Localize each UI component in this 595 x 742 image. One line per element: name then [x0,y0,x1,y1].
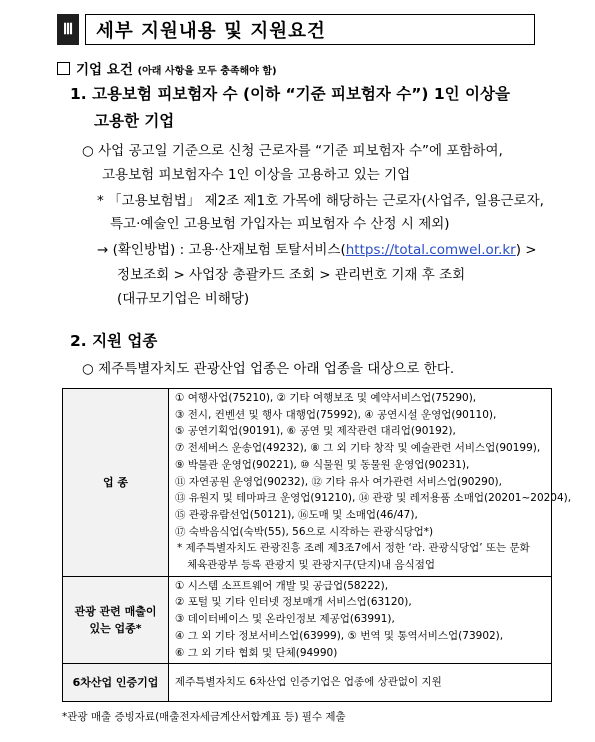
checkbox-icon [57,62,70,75]
list-item: 제주특별자치도 6차산업 인증기업은 업종에 상관없이 지원 [175,675,442,688]
list-item: ① 여행사업(75210), ② 기타 여행보조 및 예약서비스업(75290), [175,392,477,404]
row-content-tourism-sales [169,576,552,664]
row-label-line: 관광 관련 매출이 [74,604,157,618]
section-header [57,14,535,45]
row-content-sixth-industry [169,664,552,702]
comwel-link[interactable]: https://total.comwel.or.kr [345,242,516,258]
section-title-box [85,14,535,45]
item1-check-line2: 정보조회 > 사업장 총괄카드 조회 > 관리번호 기재 후 조회 [117,267,466,283]
list-item: ③ 전시, 컨벤션 및 행사 대행업(75992), ④ 공연시설 운영업(90110), [175,408,497,421]
table-row [63,576,552,664]
item1-note-line1: * 「고용보험법」 제2조 제1호 가목에 해당하는 근로자(사업주, 일용근로자, [97,193,544,209]
item2-title: 2. 지원 업종 [70,332,158,350]
requirements-note: (아래 사항을 모두 충족해야 함) [137,66,277,77]
industry-table [62,388,572,702]
row-content-industry [169,389,572,577]
item2-bullet: ○ 제주특별자치도 관광산업 업종은 아래 업종을 대상으로 한다. [82,361,455,377]
row-label-sixth-industry: 6차산업 인증기업 [63,664,169,702]
list-item: ③ 데이터베이스 및 온라인정보 제공업(63991), [175,613,395,626]
check-method-prefix: → (확인방법) : 고용·산재보험 토탈서비스( [97,242,346,258]
row-label-tourism-sales [63,576,169,664]
item1-check-line3: (대규모기업은 비해당) [117,291,250,307]
item1-title-line1: 1. 고용보험 피보험자 수 (이하 “기준 피보험자 수”) 1인 이상을 [70,85,510,103]
list-item: ⑰ 숙박음식업(숙박(55), 56으로 시작하는 관광식당업*) [175,525,434,538]
list-item: 체육관광부 등록 관광지 및 관광지구(단지)내 음식점업 [187,559,436,572]
table-row [63,389,552,577]
list-item: ⑪ 자연공원 운영업(90232), ⑫ 기타 유사 여가관련 서비스업(90290), [175,475,502,488]
list-item: ⑬ 유원지 및 테마파크 운영업(91210), ⑭ 관광 및 레저용품 소매업(20201~20204), [175,492,572,505]
table-row [63,664,552,702]
list-item: ⑦ 전세버스 운송업(49232), ⑧ 그 외 기타 창작 및 예술관련 서비스업(90199), [175,442,541,455]
item1-note-line2: 특고·예술인 고용보험 가입자는 피보험자 수 산정 시 제외) [110,216,450,232]
list-item: ② 포털 및 기타 인터넷 정보매개 서비스업(63120), [175,596,412,609]
row-label-industry: 업 종 [63,389,169,577]
list-item: ⑨ 박물관 운영업(90221), ⑩ 식물원 및 동물원 운영업(90231), [175,458,470,471]
list-item: * 제주특별자치도 관광진흥 조례 제3조7에서 정한 ‘라. 관광식당업’ 또는 문화 [177,542,530,555]
check-method-suffix: ) > [515,242,537,258]
item1-check-line1 [97,238,537,258]
list-item: ① 시스템 소프트웨어 개발 및 공급업(58222), [175,579,389,592]
list-item: ⑤ 공연기획업(90191), ⑥ 공연 및 제작관련 대리업(90192), [175,425,456,438]
item1-title-line2: 고용한 기업 [94,112,175,130]
section-number: Ⅲ [57,14,79,45]
section-title: 세부 지원내용 및 지원요건 [96,20,326,42]
list-item: ⑮ 관광유람선업(50121), ⑯도매 및 소매업(46/47), [175,508,418,521]
requirements-title: 기업 요건 [76,62,133,78]
list-item: ④ 그 외 기타 정보서비스업(63999), ⑤ 번역 및 통역서비스업(73902), [175,629,504,642]
list-item: ⑥ 그 외 기타 협회 및 단체(94990) [175,646,338,659]
requirements-heading [57,58,277,78]
item1-bullet-line1: ○ 사업 공고일 기준으로 신청 근로자를 “기준 피보험자 수”에 포함하여, [82,143,503,159]
footnote: *관광 매출 증빙자료(매출전자세금계산서합계표 등) 필수 제출 [62,711,346,723]
item1-bullet-line2: 고용보험 피보험자수 1인 이상을 고용하고 있는 기업 [102,167,411,183]
row-label-line: 있는 업종* [89,621,142,635]
